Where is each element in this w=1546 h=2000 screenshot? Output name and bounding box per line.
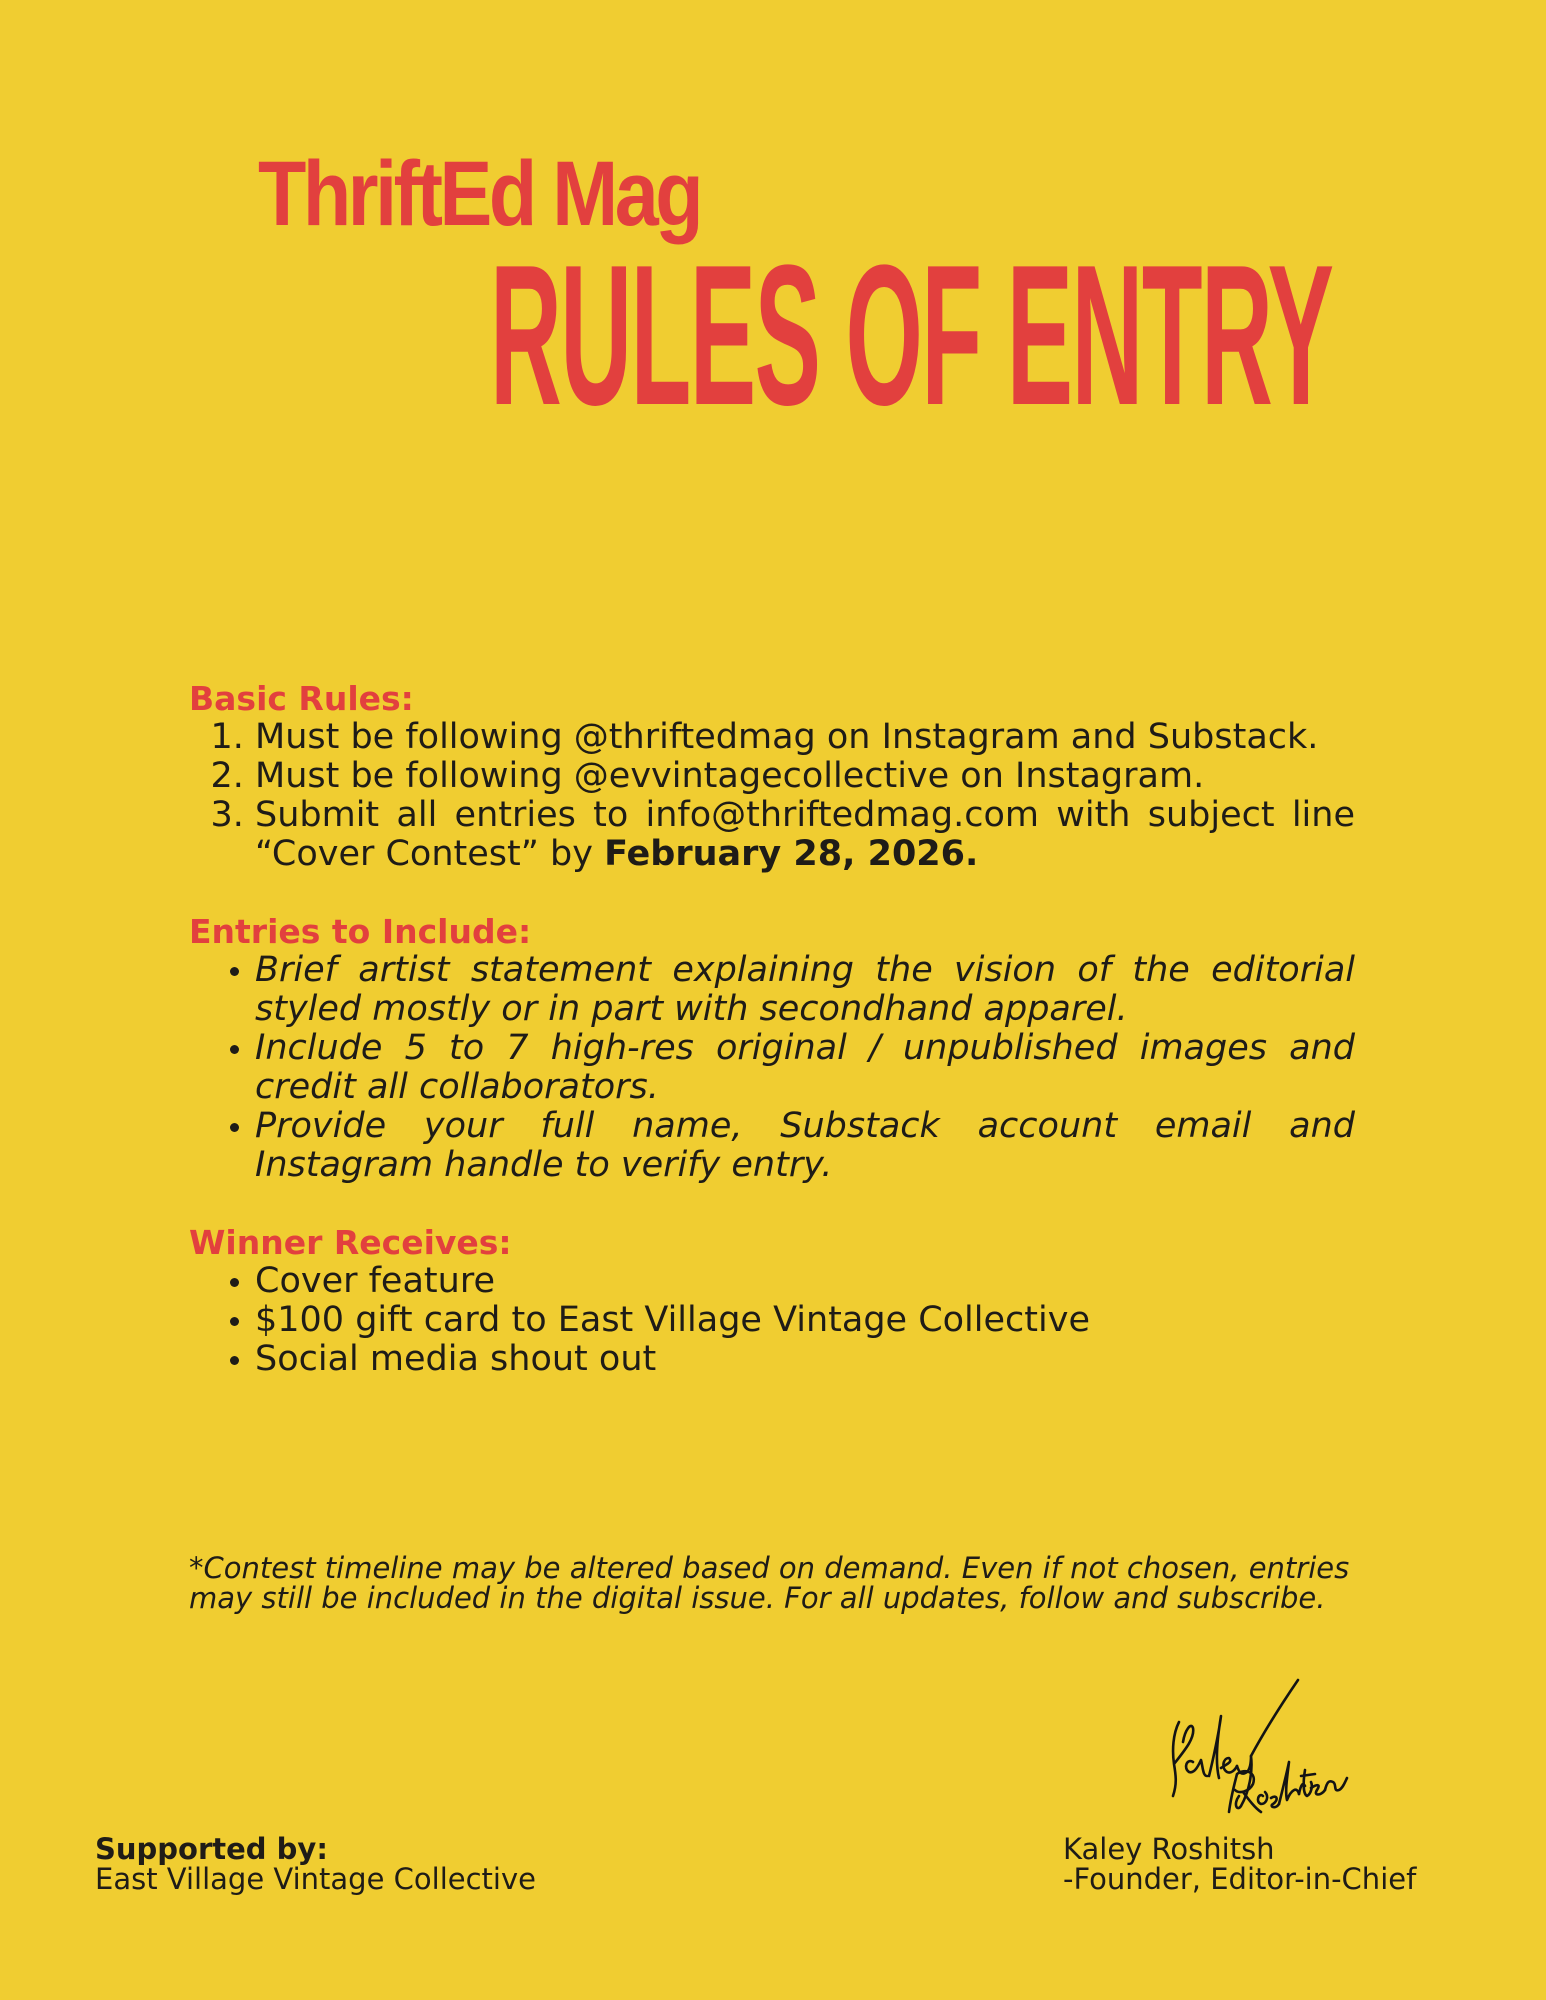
- supporter-name: East Village Vintage Collective: [95, 1862, 536, 1896]
- supported-by-label: Supported by:: [95, 1832, 328, 1866]
- supported-by: [95, 1834, 536, 1894]
- founder-block: [1063, 1834, 1416, 1894]
- list-item: • Social media shout out: [255, 1340, 1355, 1379]
- spacer: [189, 874, 1355, 913]
- basic-rules-heading: Basic Rules:: [189, 679, 414, 718]
- spacer: [189, 1185, 1355, 1224]
- page-title: RULES OF ENTRY: [490, 224, 1333, 447]
- list-item: • Include 5 to 7 high-res original / unpublished images and credit all collaborators.: [255, 1029, 1355, 1107]
- deadline-date: February 28, 2026.: [604, 834, 979, 874]
- entries-list: [189, 951, 1355, 1185]
- list-item: 1. Must be following @thriftedmag on Instagram and Substack.: [255, 718, 1355, 757]
- list-item: • Cover feature: [255, 1262, 1355, 1301]
- founder-title: -Founder, Editor-in-Chief: [1063, 1862, 1417, 1896]
- list-item: • $100 gift card to East Village Vintage Collective: [255, 1301, 1355, 1340]
- brand-title: ThriftEd Mag: [258, 143, 701, 245]
- list-item: [255, 796, 1355, 874]
- winner-heading: Winner Receives:: [189, 1223, 512, 1262]
- list-item: • Provide your full name, Substack account email and Instagram handle to verify entry.: [255, 1107, 1355, 1185]
- winner-list: [189, 1262, 1355, 1379]
- list-item: • Brief artist statement explaining the vision of the editorial styled mostly or in part with secondhand apparel.: [255, 951, 1355, 1029]
- entries-heading: Entries to Include:: [189, 912, 532, 951]
- list-item: 2. Must be following @evvintagecollective on Instagram.: [255, 757, 1355, 796]
- signature: [1165, 1672, 1350, 1827]
- contest-note: *Contest timeline may be altered based on demand. Even if not chosen, entries may still be included in the digital issue. For all updates, follow and subscribe.: [189, 1551, 1350, 1615]
- founder-name: Kaley Roshitsh: [1063, 1832, 1275, 1866]
- rules-content: [189, 680, 1355, 1379]
- rule-text: Submit all entries to info@thriftedmag.com with subject line “Cover Contest” by: [255, 795, 1355, 874]
- basic-rules-list: [189, 718, 1355, 874]
